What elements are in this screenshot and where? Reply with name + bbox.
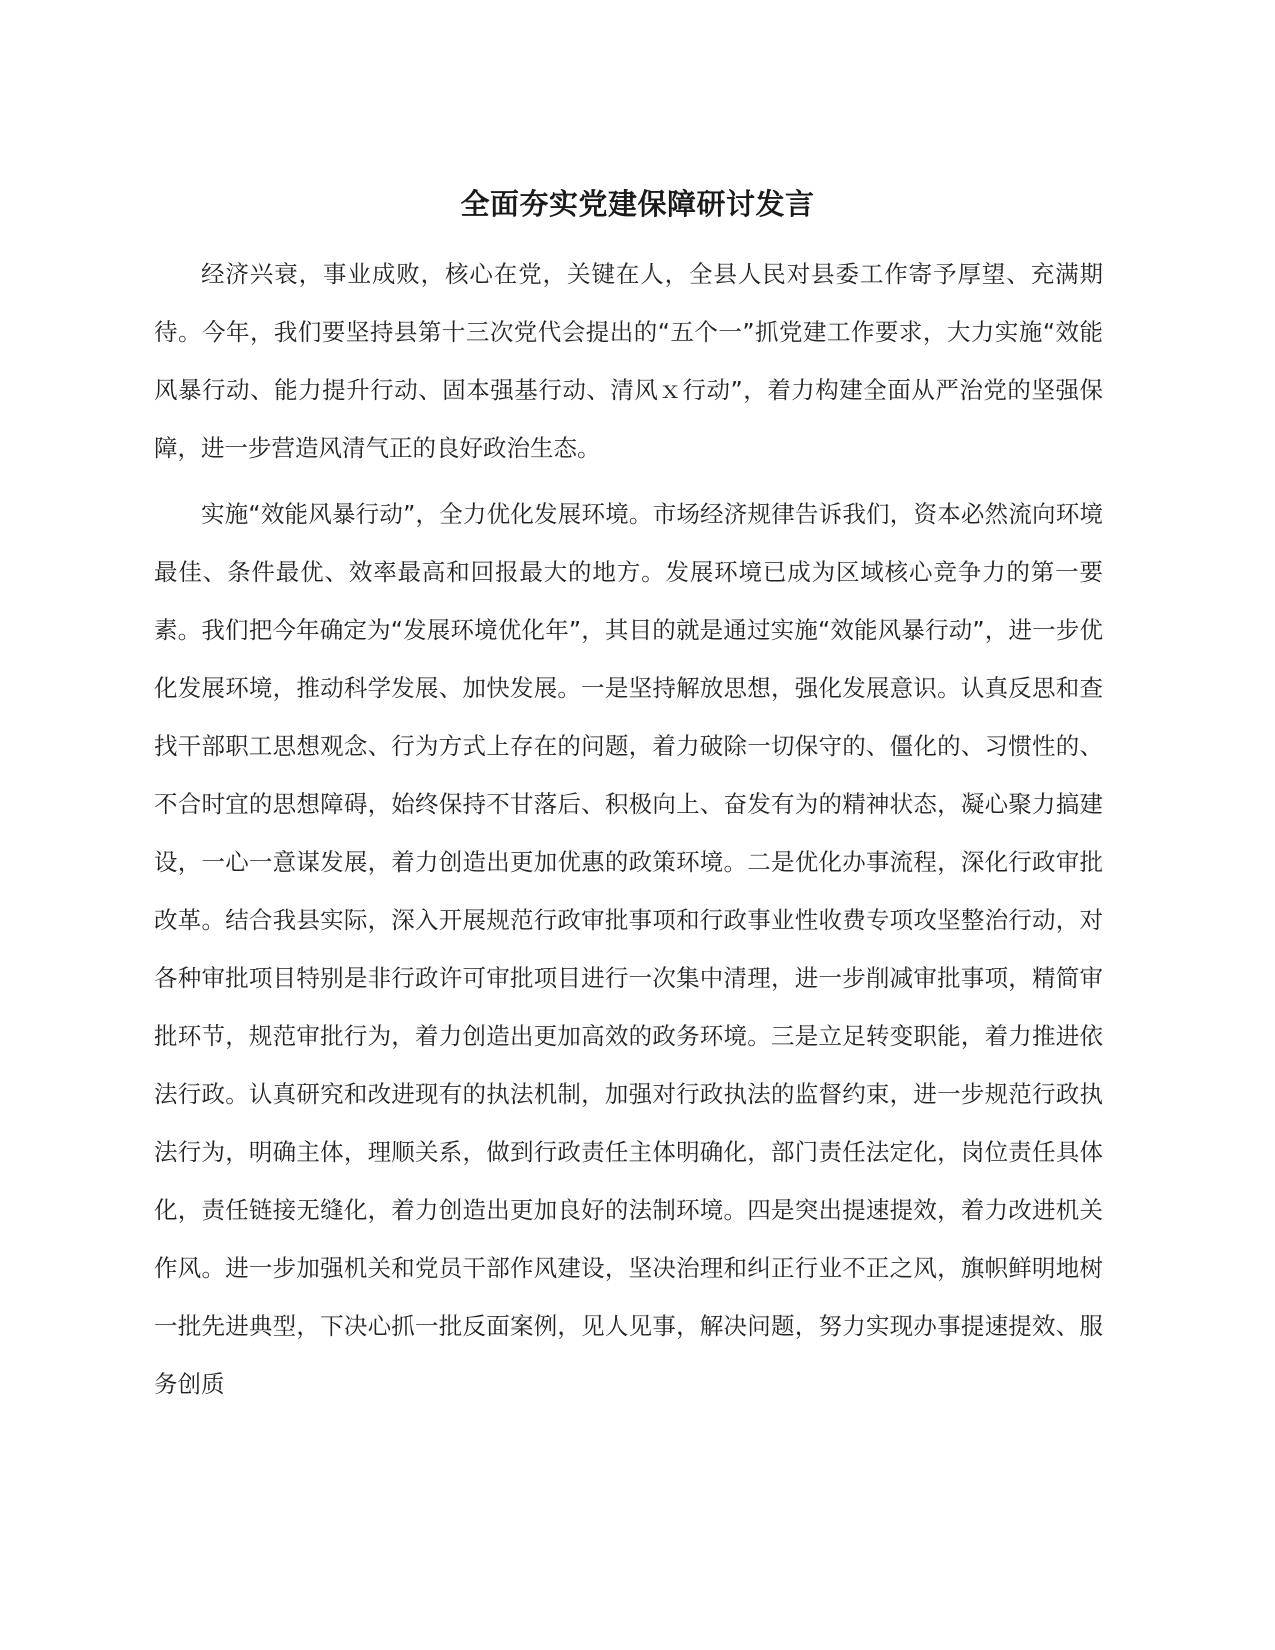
document-title: 全面夯实党建保障研讨发言 <box>460 187 815 221</box>
paragraph-efficiency-storm: 实施“效能风暴行动”，全力优化发展环境。市场经济规律告诉我们，资本必然流向环境最佳、条件最优、效率最高和回报最大的地方。发展环境已成为区域核心竞争力的第一要素。我们把今年确定为“发展环境优化年”，其目的就是通过实施“效能风暴行动”，进一步优化发展环境，推动科学发展、加快发展。一是坚持解放思想，强化发展意识。认真反思和查找干部职工思想观念、行为方式上存在的问题，着力破除一切保守的、僵化的、习惯性的、不合时宜的思想障碍，始终保持不甘落后、积极向上、奋发有为的精神状态，凝心聚力搞建设，一心一意谋发展，着力创造出更加优惠的政策环境。二是优化办事流程，深化行政审批改革。结合我县实际，深入开展规范行政审批事项和行政事业性收费专项攻坚整治行动，对各种审批项目特别是非行政许可审批项目进行一次集中清理，进一步削减审批事项，精简审批环节，规范审批行为，着力创造出更加高效的政务环境。三是立足转变职能，着力推进依法行政。认真研究和改进现有的执法机制，加强对行政执法的监督约束，进一步规范行政执法行为，明确主体，理顺关系，做到行政责任主体明确化，部门责任法定化，岗位责任具体化，责任链接无缝化，着力创造出更加良好的法制环境。四是突出提速提效，着力改进机关作风。进一步加强机关和党员干部作风建设，坚决治理和纠正行业不正之风，旗帜鲜明地树一批先进典型，下决心抓一批反面案例，见人见事，解决问题，努力实现办事提速提效、服务创质 <box>154 500 1103 1398</box>
document-body <box>154 245 1103 1413</box>
paragraph-intro: 经济兴衰，事业成败，核心在党，关键在人，全县人民对县委工作寄予厚望、充满期待。今年，我们要坚持县第十三次党代会提出的“五个一”抓党建工作要求，大力实施“效能风暴行动、能力提升行动、固本强基行动、清风ｘ行动”，着力构建全面从严治党的坚强保障，进一步营造风清气正的良好政治生态。 <box>154 260 1103 462</box>
